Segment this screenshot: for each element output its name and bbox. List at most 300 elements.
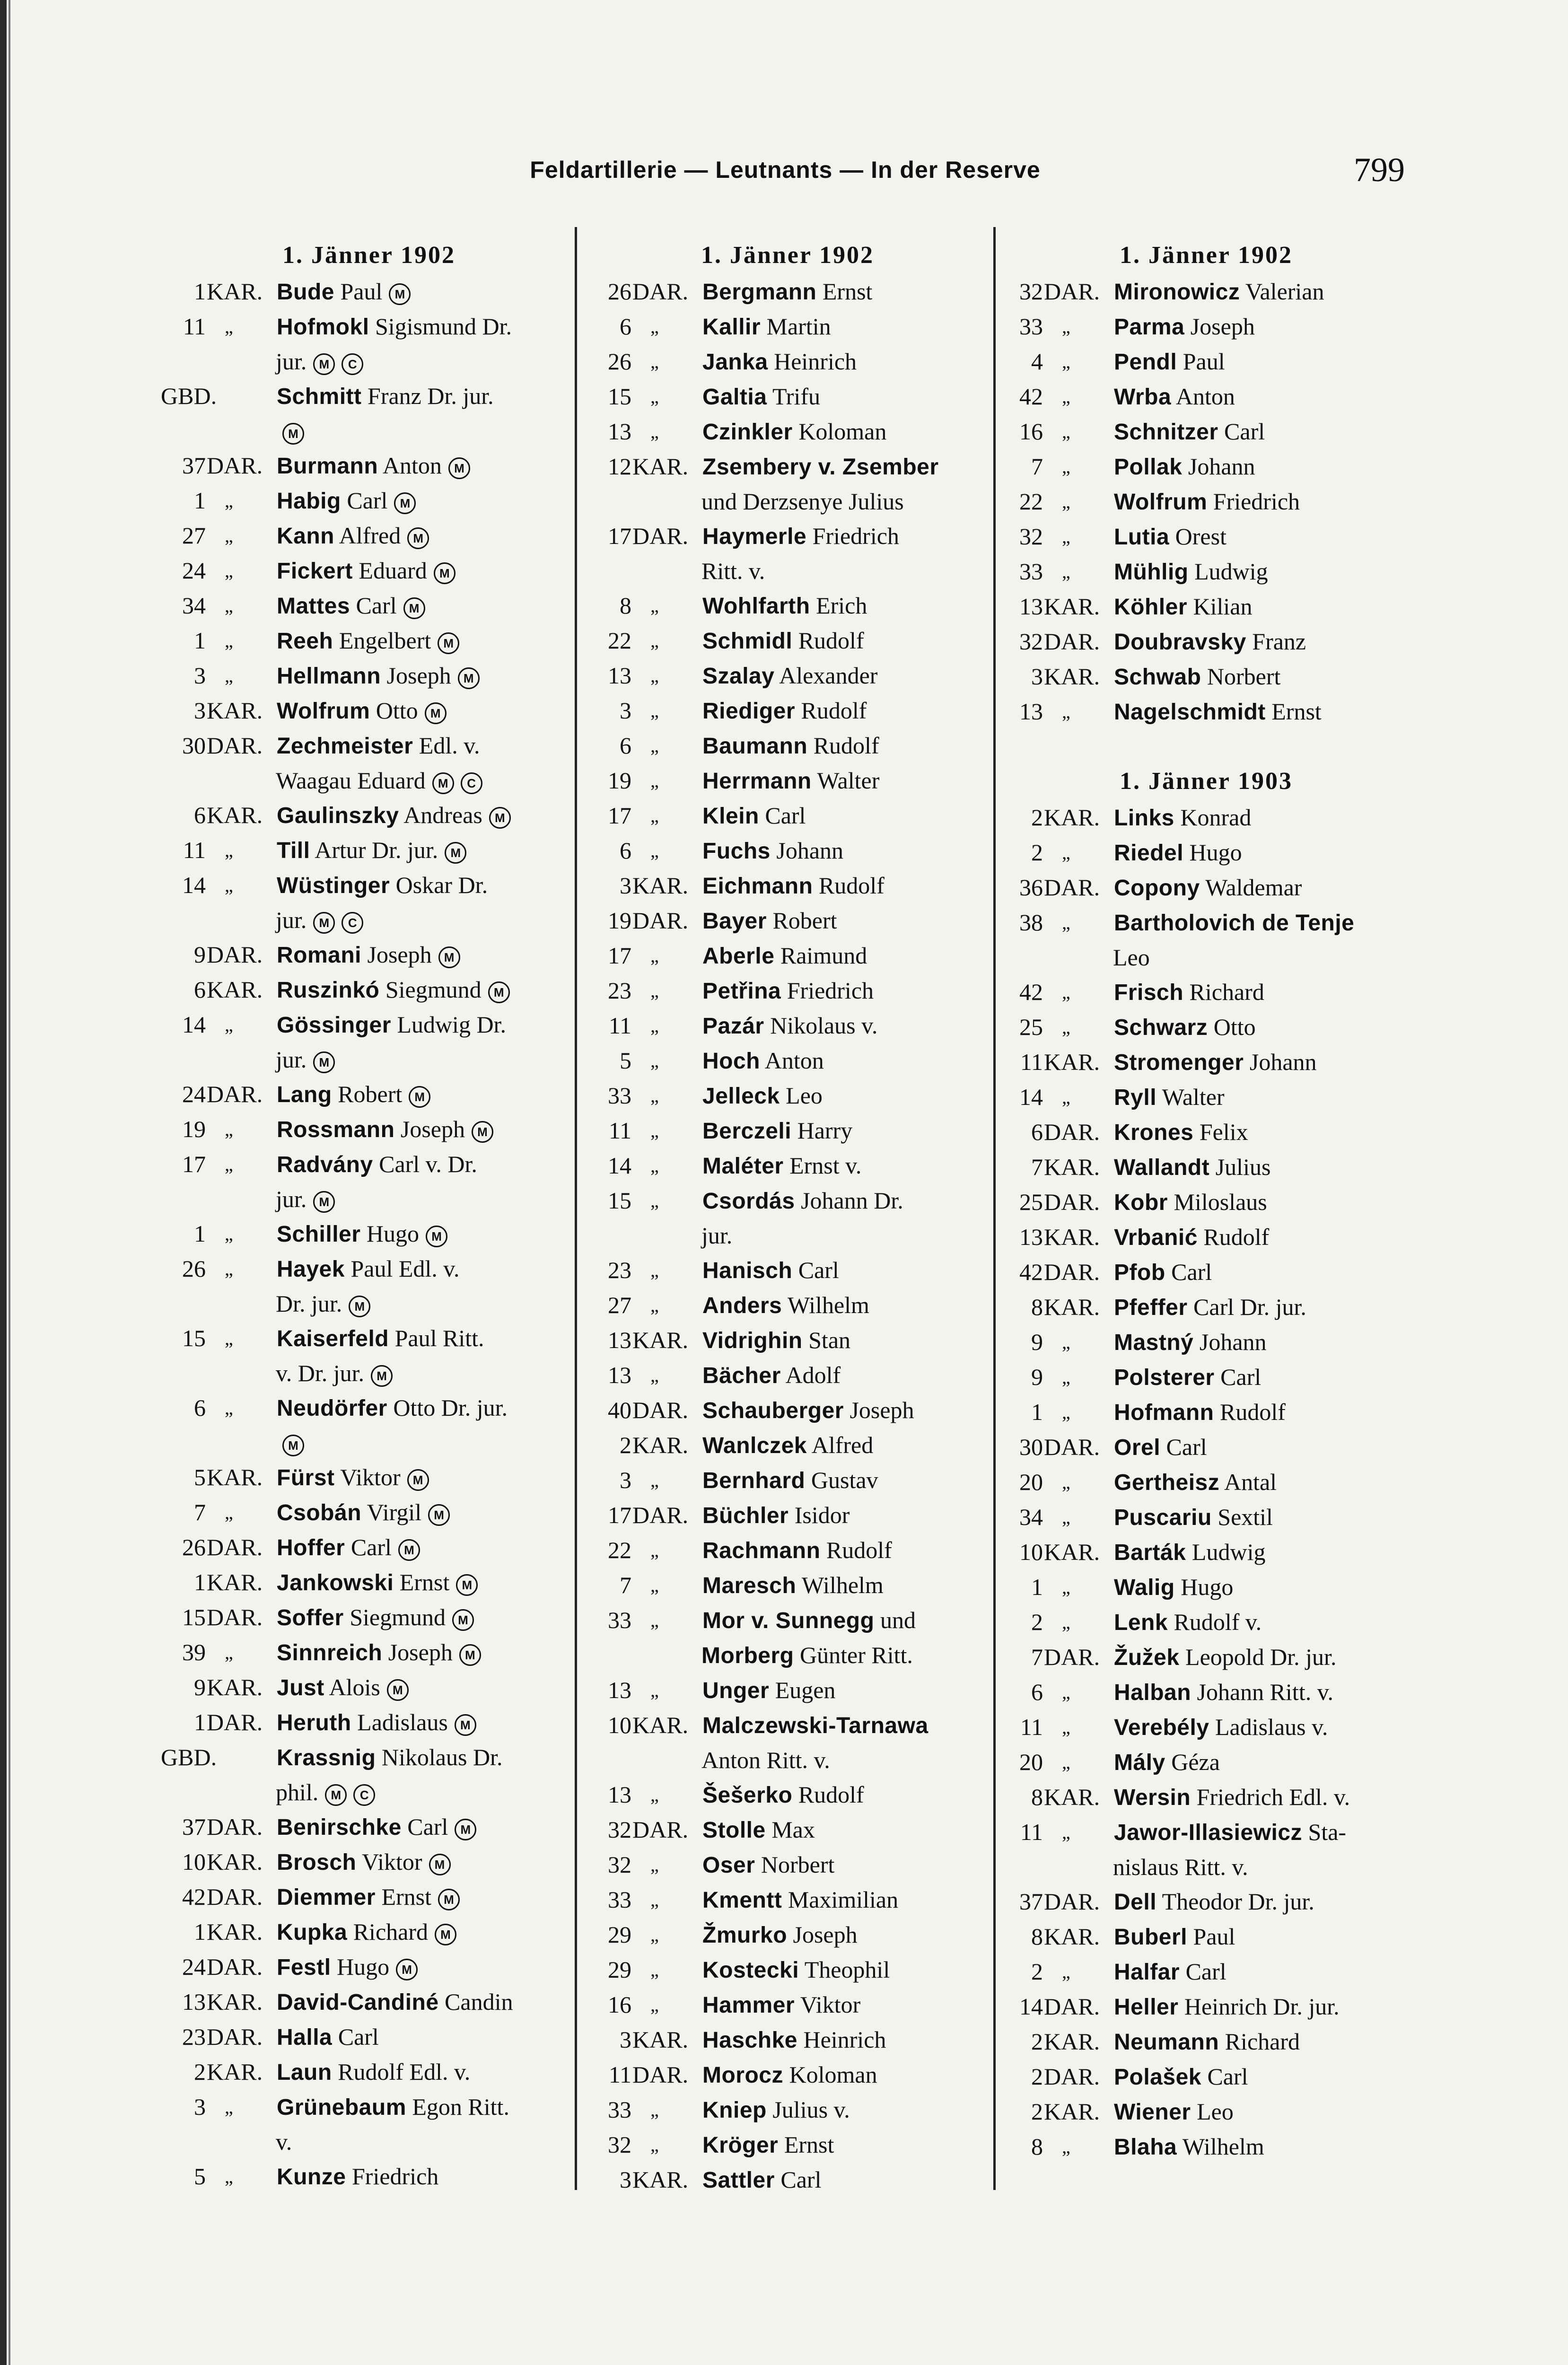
entry-continuation: jur. M [161,1182,577,1217]
entry-unit-type: „ [1062,2136,1070,2157]
entry-name: Stolle [702,1818,766,1843]
list-item [998,975,1414,1010]
entry-name: Schauberger [702,1398,844,1423]
entry-unit-number: 6 [1031,1119,1043,1145]
c-mark-icon: C [342,353,363,375]
entry-text [1110,1465,1414,1500]
entry-given-name: Robert [332,1081,403,1107]
entry-given-name: Hugo [331,1953,390,1980]
entry-unit-number: 32 [608,2131,631,2158]
entry-name: Blaha [1114,2135,1177,2160]
military-merit-mark-icon: M [398,1539,420,1561]
list-item [998,1360,1414,1395]
list-item [998,519,1414,554]
entry-name: Rossmann [277,1117,395,1142]
list-item [998,1500,1414,1535]
list-item [587,274,989,309]
entry-text [273,658,577,693]
entry-unit-type: KAR. [207,976,263,1003]
list-item [161,1565,577,1600]
entry-text [273,937,577,972]
entry-given-name: Friedrich [346,2163,439,2190]
entry-unit-type: „ [650,1120,659,1141]
entry-unit-type: KAR. [1044,2028,1100,2055]
entry-continuation [161,1426,577,1460]
entry-unit-number: 13 [608,662,631,689]
military-merit-mark-icon: M [452,1609,474,1631]
entry-unit-number: 16 [608,1991,631,2018]
entry-unit-type: „ [1062,421,1070,442]
entry-text [1110,554,1414,589]
military-merit-mark-icon: M [456,1574,478,1596]
military-merit-mark-icon: M [409,1086,430,1108]
entry-given-name: Konrad [1174,804,1252,831]
entry-name: Sattler [702,2168,775,2193]
entry-unit-number: 27 [608,1292,631,1318]
entry-given-name: Carl [1214,1364,1261,1390]
entry-unit-type: „ [1062,351,1070,372]
entry-given-name: Rudolf [795,697,867,724]
entry-unit-type: „ [225,1502,233,1523]
entry-unit-type: DAR. [1044,1259,1100,1285]
entry-given-name: Andreas [399,802,482,828]
entry-unit-type: „ [1062,1472,1070,1493]
entry-text [699,1043,989,1078]
column-divider [993,227,996,2190]
list-item [161,1530,577,1565]
entry-name: Büchler [702,1503,789,1528]
entry-text [1110,1115,1414,1150]
entry-name: Just [277,1675,324,1700]
list-item [161,1252,577,1287]
entry-text [1110,1884,1414,1919]
entry-continuation: jur. [701,1222,733,1249]
entry-text [1110,1010,1414,1045]
entry-given-name: Carl [774,2166,822,2193]
entry-text [1110,309,1414,344]
entry-text [1110,624,1414,659]
list-item [587,833,989,868]
list-item [161,1147,577,1182]
list-item [161,972,577,1007]
entry-text [1110,1255,1414,1290]
entry-unit-number: 3 [620,1467,631,1493]
entry-unit-number: 20 [1019,1749,1043,1775]
list-item [161,1740,577,1775]
entry-text [273,1460,577,1495]
entry-text [699,1883,989,1918]
entry-unit-number: 13 [182,1988,206,2015]
entry-text [1110,2024,1414,2059]
entry-text [1110,414,1414,449]
entry-unit-number: 17 [608,942,631,969]
entry-unit-number: 11 [183,837,206,863]
list-item [587,1428,989,1463]
entry-name: Festl [277,1955,331,1980]
entry-text [273,448,577,483]
entry-unit-type: KAR. [1044,593,1100,620]
entry-text [699,344,989,379]
entry-unit-number: 19 [608,907,631,934]
list-item [161,868,577,903]
list-item [587,973,989,1008]
entry-text [1110,449,1414,484]
entry-given-name: Trifu [767,383,820,410]
entry-name: Kniep [702,2098,767,2123]
list-item [587,1638,989,1673]
entry-unit-number: 10 [1019,1539,1043,1565]
entry-name: Wanlczek [702,1433,807,1458]
entry-unit-number: 11 [183,313,206,340]
entry-given-name: Joseph [382,1639,453,1665]
entry-text [1110,694,1414,729]
entry-unit-type: KAR. [207,2058,263,2085]
entry-unit-number: 1 [194,487,206,514]
entry-given-name: Friedrich [781,977,874,1004]
list-item [161,1880,577,1915]
entry-unit-number: 8 [1031,2133,1043,2160]
entry-unit-number: 42 [182,1883,206,1910]
entry-unit-number: 32 [1019,628,1043,655]
entry-text [273,693,577,728]
entry-continuation: jur. M C [161,903,577,937]
entry-text [699,274,989,309]
list-item [998,1605,1414,1640]
entry-text [1110,1395,1414,1430]
entry-name: Jawor-Illasiewicz [1114,1820,1303,1845]
military-merit-mark-icon: M [282,1435,304,1456]
entry-text [699,1358,989,1393]
entry-given-name: Ludwig [1186,1539,1266,1565]
list-item [998,484,1414,519]
entry-name: Links [1114,806,1174,831]
list-item [161,2090,577,2125]
entry-given-name: Géza [1165,1749,1220,1775]
entry-unit-number: 30 [1019,1434,1043,1460]
list-item [998,274,1414,309]
entry-unit-type: DAR. [1044,278,1100,305]
entry-given-name: Theodor Dr. jur. [1156,1888,1314,1915]
list-item [587,623,989,658]
entry-unit-type: DAR. [1044,874,1100,901]
entry-unit-type: KAR. [1044,663,1100,690]
list-item [587,1708,989,1743]
entry-text [699,1673,989,1708]
entry-unit-type: „ [650,1085,659,1106]
entry-unit-number: 3 [1031,663,1043,690]
entry-given-name: Hugo [1174,1574,1234,1600]
entry-given-name: Koloman [783,2061,877,2088]
list-item [587,1113,989,1148]
military-merit-mark-icon: M [387,1679,409,1701]
entry-given-name: Johann [1193,1329,1267,1355]
entry-text [273,1810,577,1845]
entry-text [699,938,989,973]
entry-text [273,1705,577,1740]
entry-unit-number: 25 [1019,1189,1043,1215]
entry-name: Bayer [702,909,767,934]
entry-text [273,2159,577,2194]
entry-unit-number: 33 [608,1607,631,1633]
list-item [998,835,1414,870]
entry-name: Wolfrum [1114,490,1208,515]
list-item [998,1745,1414,1780]
entry-unit-number: 17 [182,1151,206,1177]
entry-unit-type: „ [225,1119,233,1140]
section-heading: 1. Jänner 1902 [282,242,456,269]
entry-text [1110,1220,1414,1255]
military-merit-mark-icon: M [313,912,335,934]
list-item [161,1670,577,1705]
entry-unit-number: 37 [182,1813,206,1840]
entry-name: Grünebaum [277,2095,406,2120]
entry-text [273,1495,577,1530]
entry-unit-type: „ [1062,701,1070,722]
entry-unit-type: DAR. [632,1816,689,1843]
entry-unit-number: 23 [608,1257,631,1283]
entry-text [273,1565,577,1600]
entry-text [273,588,577,623]
entry-unit-number: 6 [194,1394,206,1421]
entry-unit-number: 42 [1019,383,1043,410]
entry-unit-number: 15 [608,1187,631,1214]
entry-unit-number: 5 [194,1464,206,1490]
entry-unit-number: 9 [194,1674,206,1700]
military-merit-mark-icon: M [282,423,304,445]
entry-name: Wolfrum [277,699,370,724]
entry-text [699,1603,989,1638]
entry-unit-type: KAR. [207,697,263,724]
entry-unit-number: 1 [194,1569,206,1595]
entry-unit-number: 6 [194,802,206,828]
entry-name: Wrba [1114,385,1172,410]
entry-given-name: Alfred [806,1432,874,1458]
entry-unit-number: 26 [608,278,631,305]
entry-name: Polašek [1114,2065,1201,2090]
entry-given-name: Paul Edl. v. [344,1255,460,1282]
entry-name: Heller [1114,1995,1179,2020]
entry-given-name: Carl v. Dr. [373,1151,477,1177]
military-merit-mark-icon: M [472,1121,493,1143]
entry-text [273,309,577,344]
entry-unit-number: 9 [1031,1329,1043,1355]
entry-unit-number: 14 [182,872,206,898]
entry-unit-type: „ [225,840,233,861]
entry-given-name: Engelbert [333,627,431,654]
list-item [161,1042,577,1077]
entry-text [699,414,989,449]
entry-unit-number: 13 [1019,698,1043,725]
entry-given-name: Johann Dr. [795,1187,903,1214]
list-item [161,1217,577,1252]
list-item [998,1919,1414,1954]
entry-unit-number: 15 [608,383,631,410]
entry-unit-number: 32 [1019,523,1043,550]
entry-given-name: Rudolf [813,872,885,899]
entry-unit-type: DAR. [207,941,263,968]
entry-text [273,1915,577,1950]
entry-unit-number: 39 [182,1639,206,1665]
list-item [587,1953,989,1988]
entry-given-name: Harry [791,1117,853,1144]
list-item [161,1112,577,1147]
entry-name: Neumann [1114,2030,1219,2055]
list-item [161,937,577,972]
entry-text [699,833,989,868]
entry-name: Mály [1114,1750,1165,1775]
entry-continuation: Dr. jur. M [161,1287,577,1321]
entry-unit-type: KAR. [632,1327,689,1353]
entry-given-name: Carl [341,487,388,514]
entry-unit-type: KAR. [207,1569,263,1595]
entry-name: Fickert [277,559,353,584]
entry-text [699,1253,989,1288]
entry-continuation: v. [276,2128,292,2155]
entry-text [1110,835,1414,870]
entry-unit-number: 3 [620,697,631,724]
entry-given-name: Norbert [1201,663,1281,690]
military-merit-mark-icon: M [407,527,429,549]
entry-unit-type: „ [1062,456,1070,477]
entry-text [699,798,989,833]
entry-unit-type: DAR. [632,278,689,305]
entry-name: Herrmann [702,769,812,794]
entry-name: Morocz [702,2063,783,2088]
entry-given-name: Franz [1246,628,1306,655]
entry-text [273,1252,577,1287]
list-item [587,938,989,973]
entry-given-name: Walter [811,767,880,794]
entry-text [273,972,577,1007]
entry-given-name: Gustav [805,1467,878,1493]
list-item [587,763,989,798]
entry-unit-number: 6 [620,837,631,864]
entry-unit-number: 29 [608,1921,631,1948]
entry-text [273,518,577,553]
entry-unit-type: „ [650,1295,659,1316]
entry-name: Dell [1114,1890,1157,1915]
entry-unit-type: KAR. [1044,1049,1100,1075]
entry-name: Klein [702,804,759,829]
entry-name: Haschke [702,2028,797,2053]
list-item [587,414,989,449]
entry-unit-number: 34 [1019,1504,1043,1530]
entry-given-name: Carl [332,2023,379,2050]
entry-unit-type: „ [650,1050,659,1071]
entry-text [273,274,577,309]
entry-unit-type: DAR. [1044,1434,1100,1460]
entry-unit-number: 33 [608,1886,631,1913]
list-item [998,2059,1414,2094]
entry-name: Riedel [1114,841,1184,866]
entry-unit-type: „ [225,1223,233,1244]
entry-text [273,623,577,658]
entry-unit-type: DAR. [207,2023,263,2050]
list-item [161,588,577,623]
entry-text [699,1498,989,1533]
entry-given-name: Heinrich [797,2026,886,2053]
entry-name: Kobr [1114,1190,1168,1215]
list-item [161,1775,577,1810]
entry-text [1110,1430,1414,1465]
entry-unit-number: 13 [608,1327,631,1353]
entry-text [273,483,577,518]
entry-unit-type: KAR. [207,1674,263,1700]
entry-text [699,1148,989,1183]
entry-name: Rachmann [702,1538,821,1563]
entry-name: Pfob [1114,1260,1165,1285]
entry-name: Mironowicz [1114,280,1240,305]
entry-text [699,1953,989,1988]
entry-unit-number: 2 [1031,804,1043,831]
entry-text [699,2093,989,2128]
entry-name: Haymerle [702,524,807,549]
entry-unit-type: „ [1062,1086,1070,1108]
list-item [161,1007,577,1042]
entry-unit-type: KAR. [207,1988,263,2015]
entry-text [273,1007,577,1042]
entry-given-name: Siegmund [379,976,482,1003]
entry-given-name: Rudolf [792,1781,864,1808]
entry-given-name: Leopold Dr. jur. [1179,1644,1337,1670]
list-item [998,1395,1414,1430]
entry-given-name: Ernst [394,1569,450,1595]
entry-name: Lutia [1114,525,1170,550]
entry-unit-type: „ [1062,1401,1070,1423]
list-item [161,1182,577,1217]
running-header: Feldartillerie — Leutnants — In der Reserve [530,157,1041,183]
entry-unit-number: 11 [608,2061,631,2088]
entry-unit-type: „ [1062,491,1070,512]
entry-name: Frisch [1114,980,1184,1005]
entry-name: Sinnreich [277,1640,383,1665]
entry-unit-type: „ [1062,316,1070,337]
list-item [587,1848,989,1883]
entry-unit-number: 1 [1031,1399,1043,1425]
entry-text [699,1463,989,1498]
entry-text [1110,1605,1414,1640]
entry-unit-type: „ [225,1258,233,1279]
entry-unit-number: 11 [608,1012,631,1039]
entry-unit-number: 3 [620,2026,631,2053]
entry-unit-type: „ [1062,386,1070,407]
entry-name: Wiener [1114,2100,1191,2125]
entry-text [1110,975,1414,1010]
military-merit-mark-icon: M [435,1924,456,1945]
entry-given-name: Joseph [361,941,432,968]
entry-name: Barták [1114,1540,1186,1565]
entry-given-name: Paul Ritt. [389,1325,484,1351]
entry-unit-type: „ [650,1470,659,1491]
entry-given-name: Friedrich Edl. v. [1191,1784,1350,1810]
list-item [161,1985,577,2020]
list-item [587,1323,989,1358]
entry-name: Jelleck [702,1084,780,1109]
list-item [161,448,577,483]
entry-given-name: Ludwig Dr. [391,1011,506,1038]
list-item [587,1183,989,1218]
entry-unit-type: KAR. [1044,1539,1100,1565]
entry-unit-number: 34 [182,592,206,619]
entry-name: Gertheisz [1114,1470,1220,1495]
entry-given-name: Carl [792,1257,839,1283]
entry-text [1110,274,1414,309]
entry-unit-type: „ [225,2096,233,2118]
entry-unit-number: 42 [1019,979,1043,1005]
list-item [161,2055,577,2090]
entry-text [699,1393,989,1428]
entry-name: Halban [1114,1680,1191,1705]
